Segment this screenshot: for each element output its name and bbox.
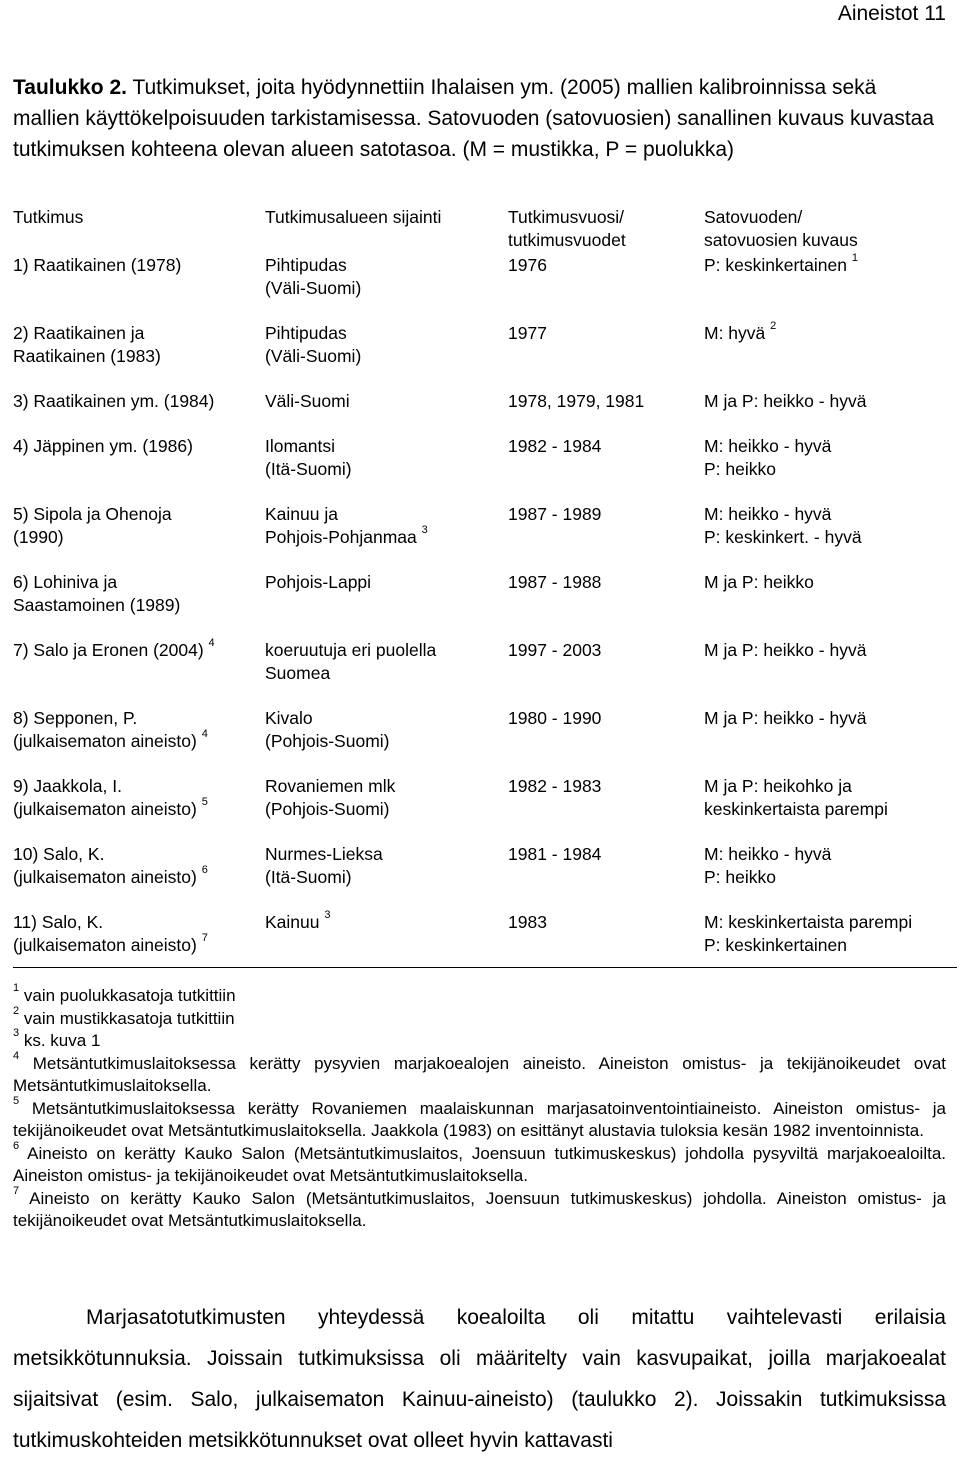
footnote bbox=[13, 1184, 946, 1233]
table-row bbox=[13, 911, 957, 968]
cell-years: 1982 - 1984 bbox=[508, 436, 602, 456]
footnote-number: 1 bbox=[13, 982, 20, 995]
table-row bbox=[13, 252, 957, 322]
table-row bbox=[13, 571, 957, 639]
cell-years: 1997 - 2003 bbox=[508, 640, 602, 660]
cell-years: 1987 - 1988 bbox=[508, 572, 602, 592]
cell-location: Kivalo (Pohjois-Suomi) bbox=[265, 708, 390, 751]
footnote-number: 6 bbox=[13, 1139, 20, 1152]
cell-description: M ja P: heikko bbox=[704, 572, 814, 592]
footnote-number: 3 bbox=[13, 1027, 20, 1040]
footnote-ref: 5 bbox=[201, 796, 208, 809]
cell-description: M ja P: heikko - hyvä bbox=[704, 708, 867, 728]
header-location: Tutkimusalueen sijainti bbox=[265, 207, 442, 227]
footnote-ref: 6 bbox=[201, 864, 208, 877]
table-caption bbox=[13, 72, 948, 165]
cell-years: 1981 - 1984 bbox=[508, 844, 602, 864]
page-header: Aineistot 11 bbox=[837, 2, 946, 25]
cell-location: Väli-Suomi bbox=[265, 391, 350, 411]
cell-years: 1983 bbox=[508, 911, 704, 968]
cell-description: M: keskinkertaista parempi P: keskinkertainen bbox=[704, 911, 957, 968]
footnote-text: Metsäntutkimuslaitoksessa kerätty Rovaniemen maalaiskunnan marjasatoinventointiaineisto. Aineiston omistus- ja tekijänoikeudet ovat Metsäntutkimuslaitoksella. Jaakkola (1983) on esittänyt alustavia tuloksia kesän 1982 inventoinnista. bbox=[13, 1098, 946, 1140]
footnote-text: ks. kuva 1 bbox=[23, 1031, 101, 1050]
footnote-ref: 7 bbox=[201, 932, 208, 945]
footnote-number: 2 bbox=[13, 1004, 20, 1017]
header-study: Tutkimus bbox=[13, 207, 84, 227]
cell-location: Pohjois-Lappi bbox=[265, 572, 372, 592]
cell-study: 8) Sepponen, P. (julkaisematon aineisto) $^4$ bbox=[13, 708, 208, 751]
body-paragraph-text: Marjasatotutkimusten yhteydessä koealoilta oli mitattu vaihtelevasti erilaisia metsikkötunnuksia. Joissain tutkimuksissa oli määritelty vain kasvupaikat, joilla marjakoealat sijaitsivat (esim. Salo, julkaisematon Kainuu-aineisto) (taulukko 2). Joissakin tutkimuksissa tutkimuskohteiden metsikkötunnukset ovat olleet hyvin kattavasti bbox=[13, 1306, 946, 1452]
cell-location: Kainuu $^3$ bbox=[265, 911, 508, 968]
footnote-ref: 3 bbox=[421, 524, 428, 537]
footnote-ref: 1 bbox=[851, 252, 858, 265]
cell-description: M ja P: heikko - hyvä bbox=[704, 640, 867, 660]
cell-study: 2) Raatikainen ja Raatikainen (1983) bbox=[13, 323, 161, 366]
table-row bbox=[13, 322, 957, 390]
studies-table bbox=[13, 206, 957, 968]
cell-years: 1980 - 1990 bbox=[508, 708, 602, 728]
table-row bbox=[13, 390, 957, 435]
cell-years: 1977 bbox=[508, 323, 547, 343]
cell-description: P: keskinkertainen $^1$ bbox=[704, 252, 858, 275]
footnote-text: Aineisto on kerätty Kauko Salon (Metsäntutkimuslaitos, Joensuun tutkimuskeskus) johdolla pysyviltä marjakoealoilta. Aineiston omistus- ja tekijänoikeudet ovat Metsäntutkimuslaitoksella. bbox=[13, 1143, 946, 1185]
table-row bbox=[13, 503, 957, 571]
cell-description: M: heikko - hyvä P: heikko bbox=[704, 436, 832, 479]
footnote-number: 4 bbox=[13, 1049, 20, 1062]
cell-location: Pihtipudas (Väli-Suomi) bbox=[265, 323, 362, 366]
footnote-ref: 4 bbox=[201, 728, 208, 741]
footnote-ref: 4 bbox=[208, 637, 215, 650]
header-description: Satovuoden/ satovuosien kuvaus bbox=[704, 207, 858, 250]
cell-study: 5) Sipola ja Ohenoja (1990) bbox=[13, 504, 172, 547]
footnote-number: 7 bbox=[13, 1184, 20, 1197]
footnote-text: vain mustikkasatoja tutkittiin bbox=[23, 1008, 235, 1028]
cell-description: M ja P: heikohko ja keskinkertaista parempi bbox=[704, 776, 888, 819]
cell-location: Pihtipudas (Väli-Suomi) bbox=[265, 255, 362, 298]
cell-location: Nurmes-Lieksa (Itä-Suomi) bbox=[265, 844, 383, 887]
cell-description: M: heikko - hyvä P: keskinkert. - hyvä bbox=[704, 504, 862, 547]
table-row bbox=[13, 843, 957, 911]
header-years: Tutkimusvuosi/ tutkimusvuodet bbox=[508, 207, 626, 250]
footnote-text: vain puolukkasatoja tutkittiin bbox=[23, 986, 236, 1005]
footnote bbox=[13, 1027, 946, 1053]
cell-description: M: hyvä $^2$ bbox=[704, 320, 777, 343]
footnote bbox=[13, 1094, 946, 1143]
cell-location: Kainuu ja Pohjois-Pohjanmaa $^3$ bbox=[265, 504, 428, 547]
table-row bbox=[13, 639, 957, 707]
footnote-ref: 3 bbox=[324, 909, 331, 922]
cell-study: 11) Salo, K. (julkaisematon aineisto) $^7$ bbox=[13, 911, 265, 968]
footnote-text: Metsäntutkimuslaitoksessa kerätty pysyvien marjakoealojen aineisto. Aineiston omistus- ja tekijänoikeudet ovat Metsäntutkimuslaitoksella. bbox=[13, 1053, 946, 1095]
cell-years: 1987 - 1989 bbox=[508, 504, 602, 524]
caption-text: Tutkimukset, joita hyödynnettiin Ihalaisen ym. (2005) mallien kalibroinnissa sekä mallien käyttökelpoisuuden tarkistamisessa. Satovuoden (satovuosien) sanallinen kuvaus kuvastaa tutkimuksen kohteena olevan alueen satotasoa. (M = mustikka, P = puolukka) bbox=[13, 76, 935, 161]
caption-label: Taulukko 2. bbox=[13, 76, 127, 99]
footnotes bbox=[13, 982, 946, 1233]
footnote bbox=[13, 1139, 946, 1188]
cell-location: koeruutuja eri puolella Suomea bbox=[265, 640, 437, 683]
table-header-row bbox=[13, 206, 957, 252]
table-row bbox=[13, 707, 957, 775]
cell-study: 1) Raatikainen (1978) bbox=[13, 255, 182, 275]
cell-description: M: heikko - hyvä P: heikko bbox=[704, 844, 832, 887]
cell-study: 6) Lohiniva ja Saastamoinen (1989) bbox=[13, 572, 181, 615]
footnote bbox=[13, 1004, 946, 1031]
cell-years: 1978, 1979, 1981 bbox=[508, 391, 645, 411]
body-paragraph bbox=[13, 1297, 946, 1461]
cell-years: 1982 - 1983 bbox=[508, 776, 602, 796]
cell-location: Rovaniemen mlk (Pohjois-Suomi) bbox=[265, 776, 396, 819]
cell-study: 10) Salo, K. (julkaisematon aineisto) $^6$ bbox=[13, 844, 208, 887]
cell-description: M ja P: heikko - hyvä bbox=[704, 391, 867, 411]
cell-years: 1976 bbox=[508, 255, 547, 275]
cell-study: 7) Salo ja Eronen (2004) $^4$ bbox=[13, 637, 215, 660]
footnote-number: 5 bbox=[13, 1094, 20, 1107]
cell-location: Ilomantsi (Itä-Suomi) bbox=[265, 436, 352, 479]
footnote bbox=[13, 1049, 946, 1098]
table-row bbox=[13, 775, 957, 843]
footnote-text: Aineisto on kerätty Kauko Salon (Metsäntutkimuslaitos, Joensuun tutkimuskeskus) johdolla. Aineiston omistus- ja tekijänoikeudet ovat Metsäntutkimuslaitoksella. bbox=[13, 1188, 946, 1230]
cell-study: 4) Jäppinen ym. (1986) bbox=[13, 436, 193, 456]
studies-table-wrap bbox=[13, 206, 957, 968]
table-row bbox=[13, 435, 957, 503]
footnote-ref: 2 bbox=[770, 320, 777, 333]
cell-study: 3) Raatikainen ym. (1984) bbox=[13, 391, 215, 411]
cell-study: 9) Jaakkola, I. (julkaisematon aineisto) $^5$ bbox=[13, 776, 208, 819]
footnote bbox=[13, 982, 946, 1008]
